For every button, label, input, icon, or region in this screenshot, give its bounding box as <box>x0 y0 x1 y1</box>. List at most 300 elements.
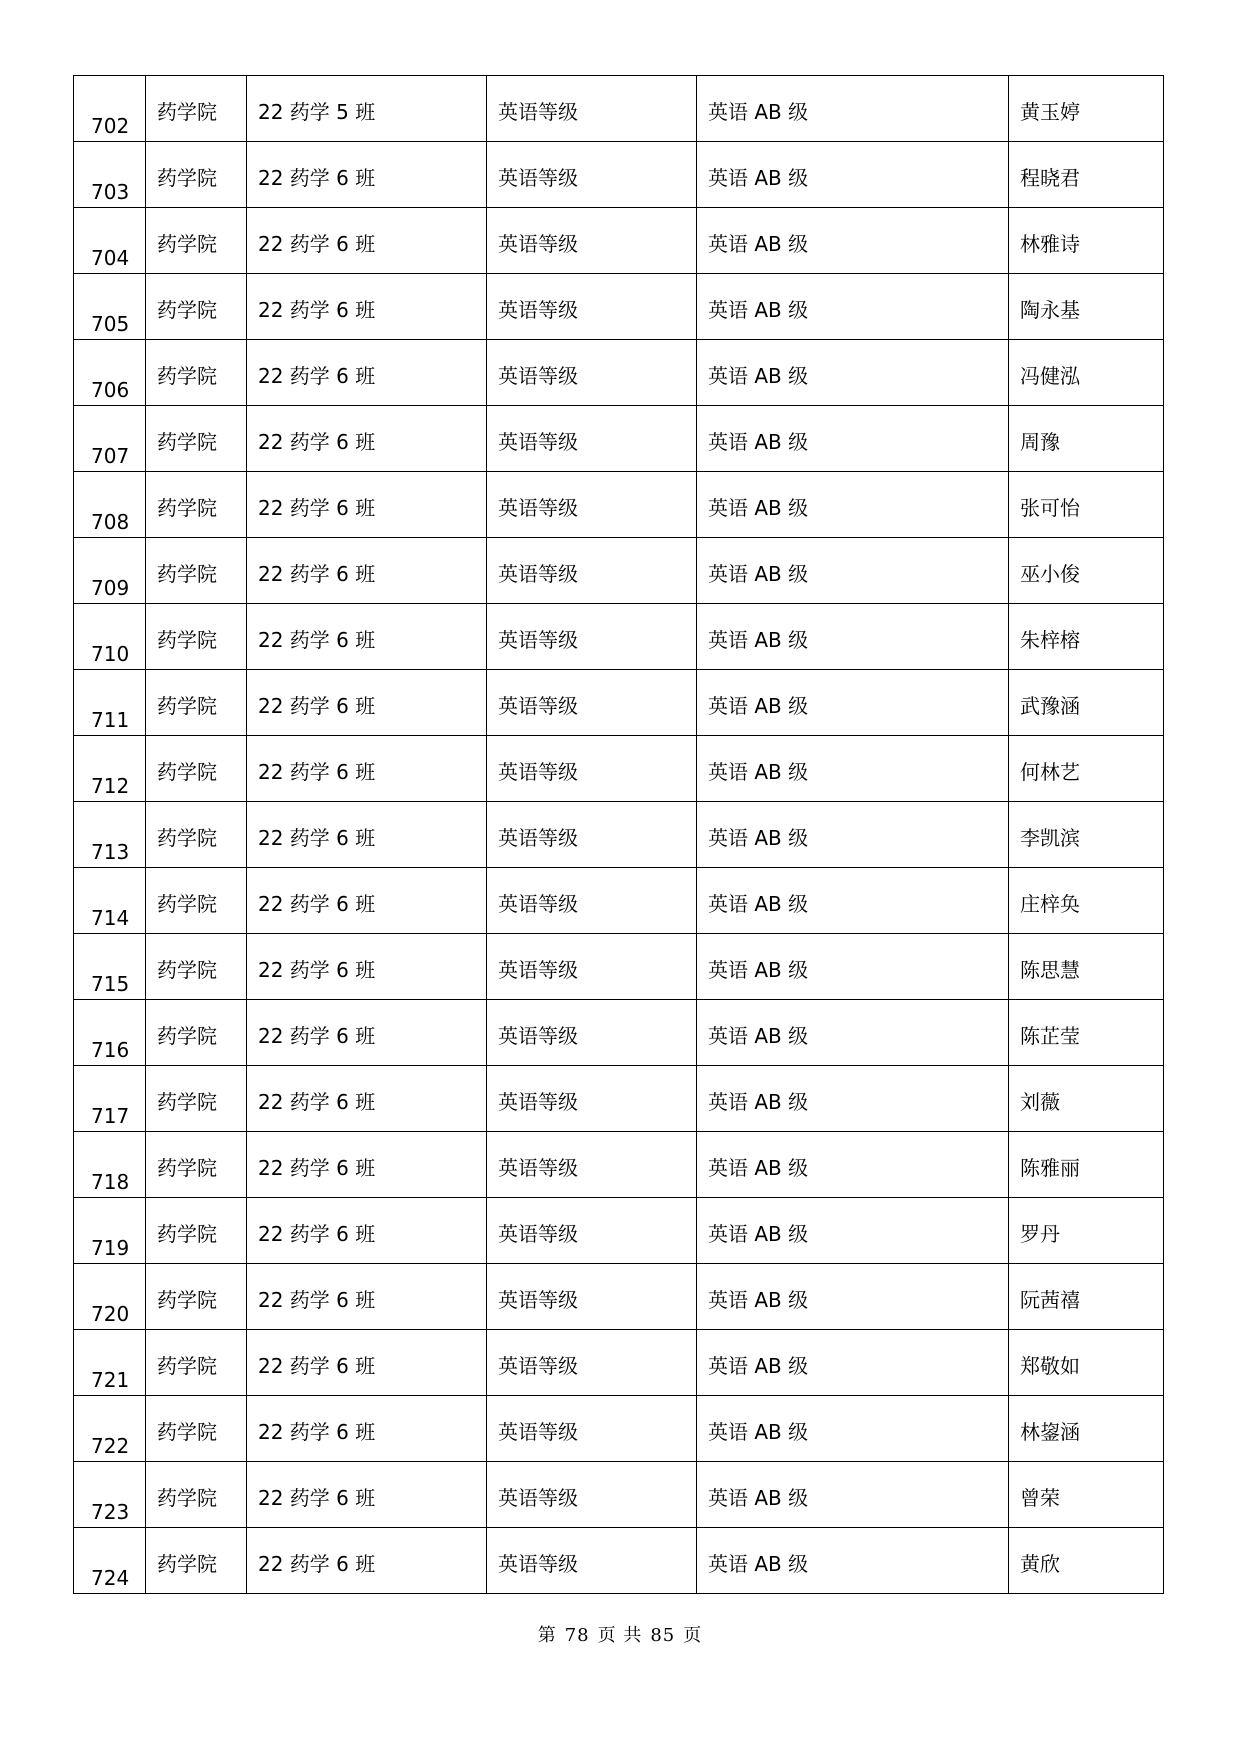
roster-table-body <box>74 76 1164 1594</box>
cell-student-name <box>1009 670 1164 736</box>
cell-class-text: 22 药学 6 班 <box>258 892 376 916</box>
cell-college-text: 药学院 <box>157 496 217 520</box>
cell-number-text: 718 <box>91 1170 130 1194</box>
cell-student-name <box>1009 472 1164 538</box>
cell-item <box>697 208 1009 274</box>
cell-category-text: 英语等级 <box>498 628 578 652</box>
cell-class <box>247 1528 487 1594</box>
cell-student-name-text: 曾荣 <box>1020 1486 1060 1510</box>
cell-class <box>247 604 487 670</box>
cell-item <box>697 406 1009 472</box>
cell-item-text: 英语 AB 级 <box>708 826 809 850</box>
cell-college <box>146 76 247 142</box>
cell-category <box>487 538 697 604</box>
cell-student-name <box>1009 1462 1164 1528</box>
cell-category <box>487 1264 697 1330</box>
cell-student-name-text: 黄玉婷 <box>1020 100 1080 124</box>
cell-item <box>697 274 1009 340</box>
cell-class <box>247 1396 487 1462</box>
cell-item <box>697 340 1009 406</box>
cell-category-text: 英语等级 <box>498 1156 578 1180</box>
cell-number <box>74 802 146 868</box>
cell-class <box>247 1000 487 1066</box>
cell-item-text: 英语 AB 级 <box>708 562 809 586</box>
cell-category <box>487 1000 697 1066</box>
cell-number-text: 706 <box>91 378 130 402</box>
table-row <box>74 1396 1164 1462</box>
cell-item <box>697 76 1009 142</box>
cell-item <box>697 1066 1009 1132</box>
cell-student-name <box>1009 1264 1164 1330</box>
cell-class-text: 22 药学 6 班 <box>258 760 376 784</box>
cell-class <box>247 1462 487 1528</box>
cell-number-text: 709 <box>91 576 130 600</box>
cell-number-text: 716 <box>91 1038 130 1062</box>
cell-number-text: 723 <box>91 1500 130 1524</box>
cell-college-text: 药学院 <box>157 1222 217 1246</box>
cell-college <box>146 868 247 934</box>
table-row <box>74 142 1164 208</box>
cell-class <box>247 868 487 934</box>
cell-number <box>74 604 146 670</box>
cell-category <box>487 1462 697 1528</box>
footer-page-number: 78 <box>564 1625 590 1646</box>
cell-class <box>247 76 487 142</box>
cell-college-text: 药学院 <box>157 892 217 916</box>
cell-category <box>487 670 697 736</box>
cell-class-text: 22 药学 6 班 <box>258 496 376 520</box>
cell-number-text: 708 <box>91 510 130 534</box>
cell-student-name-text: 阮茜禧 <box>1020 1288 1080 1312</box>
cell-student-name-text: 黄欣 <box>1020 1552 1060 1576</box>
cell-category-text: 英语等级 <box>498 1090 578 1114</box>
cell-category-text: 英语等级 <box>498 364 578 388</box>
cell-category-text: 英语等级 <box>498 892 578 916</box>
cell-college <box>146 1528 247 1594</box>
cell-student-name <box>1009 934 1164 1000</box>
table-row <box>74 406 1164 472</box>
cell-class <box>247 1066 487 1132</box>
cell-item-text: 英语 AB 级 <box>708 1420 809 1444</box>
cell-class-text: 22 药学 6 班 <box>258 1354 376 1378</box>
cell-category <box>487 1198 697 1264</box>
cell-class-text: 22 药学 6 班 <box>258 826 376 850</box>
cell-item-text: 英语 AB 级 <box>708 496 809 520</box>
cell-category-text: 英语等级 <box>498 826 578 850</box>
cell-student-name <box>1009 1066 1164 1132</box>
table-row <box>74 934 1164 1000</box>
cell-student-name-text: 冯健泓 <box>1020 364 1080 388</box>
cell-student-name-text: 庄梓奂 <box>1020 892 1080 916</box>
cell-category <box>487 1066 697 1132</box>
cell-college-text: 药学院 <box>157 1024 217 1048</box>
cell-class-text: 22 药学 6 班 <box>258 1090 376 1114</box>
cell-item <box>697 736 1009 802</box>
cell-category-text: 英语等级 <box>498 430 578 454</box>
cell-college <box>146 934 247 1000</box>
cell-category <box>487 208 697 274</box>
cell-number-text: 703 <box>91 180 130 204</box>
cell-number-text: 711 <box>91 708 130 732</box>
cell-student-name-text: 周豫 <box>1020 430 1060 454</box>
cell-number <box>74 1000 146 1066</box>
cell-number <box>74 934 146 1000</box>
cell-class-text: 22 药学 6 班 <box>258 958 376 982</box>
cell-college <box>146 1132 247 1198</box>
cell-student-name-text: 郑敬如 <box>1020 1354 1080 1378</box>
cell-class-text: 22 药学 6 班 <box>258 1156 376 1180</box>
cell-number <box>74 1462 146 1528</box>
cell-category-text: 英语等级 <box>498 100 578 124</box>
table-row <box>74 868 1164 934</box>
cell-college <box>146 1000 247 1066</box>
cell-student-name <box>1009 1132 1164 1198</box>
cell-student-name-text: 武豫涵 <box>1020 694 1080 718</box>
cell-student-name-text: 刘薇 <box>1020 1090 1060 1114</box>
cell-class-text: 22 药学 6 班 <box>258 166 376 190</box>
cell-college-text: 药学院 <box>157 760 217 784</box>
cell-student-name-text: 陈思慧 <box>1020 958 1080 982</box>
cell-college <box>146 1330 247 1396</box>
table-row <box>74 208 1164 274</box>
cell-class <box>247 472 487 538</box>
cell-college <box>146 406 247 472</box>
cell-college <box>146 538 247 604</box>
cell-item <box>697 1198 1009 1264</box>
cell-item-text: 英语 AB 级 <box>708 1486 809 1510</box>
cell-college <box>146 670 247 736</box>
cell-college <box>146 1066 247 1132</box>
cell-college-text: 药学院 <box>157 1354 217 1378</box>
cell-college-text: 药学院 <box>157 628 217 652</box>
cell-item <box>697 1000 1009 1066</box>
cell-college-text: 药学院 <box>157 1420 217 1444</box>
footer-middle: 页 共 <box>597 1625 643 1646</box>
cell-item-text: 英语 AB 级 <box>708 694 809 718</box>
table-row <box>74 1066 1164 1132</box>
cell-college-text: 药学院 <box>157 1552 217 1576</box>
cell-class-text: 22 药学 6 班 <box>258 628 376 652</box>
cell-college-text: 药学院 <box>157 826 217 850</box>
cell-college-text: 药学院 <box>157 166 217 190</box>
cell-item-text: 英语 AB 级 <box>708 1156 809 1180</box>
cell-college-text: 药学院 <box>157 1090 217 1114</box>
cell-item <box>697 1132 1009 1198</box>
cell-student-name-text: 罗丹 <box>1020 1222 1060 1246</box>
cell-category-text: 英语等级 <box>498 1354 578 1378</box>
cell-college <box>146 1264 247 1330</box>
cell-student-name-text: 李凯滨 <box>1020 826 1080 850</box>
cell-item <box>697 934 1009 1000</box>
cell-number-text: 717 <box>91 1104 130 1128</box>
footer-total-pages: 85 <box>650 1625 676 1646</box>
cell-number <box>74 1528 146 1594</box>
cell-item <box>697 1264 1009 1330</box>
cell-number <box>74 1132 146 1198</box>
cell-category-text: 英语等级 <box>498 1024 578 1048</box>
cell-student-name <box>1009 142 1164 208</box>
cell-number <box>74 1330 146 1396</box>
cell-class <box>247 934 487 1000</box>
cell-student-name <box>1009 208 1164 274</box>
cell-category-text: 英语等级 <box>498 1222 578 1246</box>
cell-student-name <box>1009 1198 1164 1264</box>
cell-class-text: 22 药学 6 班 <box>258 364 376 388</box>
cell-student-name-text: 程晓君 <box>1020 166 1080 190</box>
cell-number-text: 707 <box>91 444 130 468</box>
page-footer <box>0 1621 1240 1647</box>
cell-student-name-text: 张可怡 <box>1020 496 1080 520</box>
cell-item-text: 英语 AB 级 <box>708 232 809 256</box>
cell-college-text: 药学院 <box>157 298 217 322</box>
cell-number <box>74 1396 146 1462</box>
cell-class-text: 22 药学 6 班 <box>258 562 376 586</box>
cell-category-text: 英语等级 <box>498 298 578 322</box>
cell-college-text: 药学院 <box>157 232 217 256</box>
cell-class <box>247 538 487 604</box>
cell-number <box>74 538 146 604</box>
cell-class-text: 22 药学 5 班 <box>258 100 376 124</box>
cell-number-text: 713 <box>91 840 130 864</box>
cell-item-text: 英语 AB 级 <box>708 430 809 454</box>
cell-category-text: 英语等级 <box>498 1288 578 1312</box>
cell-college-text: 药学院 <box>157 694 217 718</box>
table-row <box>74 1000 1164 1066</box>
cell-class-text: 22 药学 6 班 <box>258 694 376 718</box>
cell-class <box>247 1132 487 1198</box>
cell-item <box>697 142 1009 208</box>
cell-student-name-text: 朱梓榕 <box>1020 628 1080 652</box>
cell-college <box>146 340 247 406</box>
cell-number <box>74 736 146 802</box>
cell-student-name-text: 林雅诗 <box>1020 232 1080 256</box>
cell-student-name <box>1009 1000 1164 1066</box>
cell-class-text: 22 药学 6 班 <box>258 298 376 322</box>
cell-item-text: 英语 AB 级 <box>708 166 809 190</box>
cell-category-text: 英语等级 <box>498 1552 578 1576</box>
cell-item-text: 英语 AB 级 <box>708 1552 809 1576</box>
cell-class <box>247 802 487 868</box>
cell-category-text: 英语等级 <box>498 1420 578 1444</box>
cell-college-text: 药学院 <box>157 958 217 982</box>
cell-number-text: 715 <box>91 972 130 996</box>
cell-category <box>487 736 697 802</box>
cell-class <box>247 1330 487 1396</box>
cell-item-text: 英语 AB 级 <box>708 760 809 784</box>
cell-item-text: 英语 AB 级 <box>708 1288 809 1312</box>
cell-number <box>74 406 146 472</box>
cell-class <box>247 1198 487 1264</box>
cell-class <box>247 274 487 340</box>
cell-college <box>146 1462 247 1528</box>
cell-number-text: 720 <box>91 1302 130 1326</box>
cell-category <box>487 274 697 340</box>
cell-college-text: 药学院 <box>157 100 217 124</box>
cell-number <box>74 1264 146 1330</box>
cell-college <box>146 208 247 274</box>
cell-college-text: 药学院 <box>157 364 217 388</box>
cell-item-text: 英语 AB 级 <box>708 364 809 388</box>
table-row <box>74 1528 1164 1594</box>
cell-student-name-text: 陈芷莹 <box>1020 1024 1080 1048</box>
table-row <box>74 604 1164 670</box>
cell-number <box>74 274 146 340</box>
cell-college <box>146 142 247 208</box>
roster-table <box>73 75 1164 1594</box>
cell-item-text: 英语 AB 级 <box>708 1354 809 1378</box>
cell-number-text: 704 <box>91 246 130 270</box>
cell-number <box>74 472 146 538</box>
cell-class-text: 22 药学 6 班 <box>258 1552 376 1576</box>
cell-number-text: 710 <box>91 642 130 666</box>
cell-student-name <box>1009 406 1164 472</box>
cell-number <box>74 868 146 934</box>
cell-number-text: 705 <box>91 312 130 336</box>
footer-suffix: 页 <box>683 1625 703 1646</box>
cell-category <box>487 472 697 538</box>
table-row <box>74 538 1164 604</box>
cell-category <box>487 868 697 934</box>
cell-number <box>74 208 146 274</box>
cell-item-text: 英语 AB 级 <box>708 1024 809 1048</box>
cell-student-name-text: 陶永基 <box>1020 298 1080 322</box>
table-row <box>74 736 1164 802</box>
cell-college-text: 药学院 <box>157 1288 217 1312</box>
cell-category-text: 英语等级 <box>498 166 578 190</box>
cell-category <box>487 76 697 142</box>
cell-item-text: 英语 AB 级 <box>708 892 809 916</box>
cell-item-text: 英语 AB 级 <box>708 958 809 982</box>
cell-number-text: 714 <box>91 906 130 930</box>
cell-student-name <box>1009 1330 1164 1396</box>
cell-category-text: 英语等级 <box>498 496 578 520</box>
cell-category-text: 英语等级 <box>498 760 578 784</box>
cell-student-name <box>1009 736 1164 802</box>
cell-number-text: 702 <box>91 114 130 138</box>
cell-item-text: 英语 AB 级 <box>708 298 809 322</box>
cell-number <box>74 76 146 142</box>
cell-student-name-text: 林鋆涵 <box>1020 1420 1080 1444</box>
cell-item <box>697 802 1009 868</box>
cell-category <box>487 1330 697 1396</box>
cell-college <box>146 472 247 538</box>
cell-class <box>247 670 487 736</box>
cell-student-name <box>1009 76 1164 142</box>
cell-student-name <box>1009 604 1164 670</box>
cell-item <box>697 1330 1009 1396</box>
cell-college <box>146 1396 247 1462</box>
cell-number <box>74 142 146 208</box>
cell-student-name <box>1009 340 1164 406</box>
cell-class-text: 22 药学 6 班 <box>258 1024 376 1048</box>
cell-category <box>487 1528 697 1594</box>
cell-category <box>487 934 697 1000</box>
cell-student-name <box>1009 538 1164 604</box>
cell-number <box>74 340 146 406</box>
cell-class <box>247 406 487 472</box>
table-row <box>74 1264 1164 1330</box>
cell-college-text: 药学院 <box>157 1486 217 1510</box>
cell-college-text: 药学院 <box>157 430 217 454</box>
cell-item <box>697 670 1009 736</box>
cell-number-text: 721 <box>91 1368 130 1392</box>
cell-college-text: 药学院 <box>157 562 217 586</box>
cell-class-text: 22 药学 6 班 <box>258 1486 376 1510</box>
cell-category-text: 英语等级 <box>498 1486 578 1510</box>
cell-college-text: 药学院 <box>157 1156 217 1180</box>
cell-student-name <box>1009 1396 1164 1462</box>
cell-college <box>146 802 247 868</box>
cell-student-name <box>1009 1528 1164 1594</box>
cell-category-text: 英语等级 <box>498 694 578 718</box>
cell-category <box>487 802 697 868</box>
cell-category <box>487 406 697 472</box>
cell-number-text: 712 <box>91 774 130 798</box>
cell-class-text: 22 药学 6 班 <box>258 232 376 256</box>
table-row <box>74 274 1164 340</box>
cell-class-text: 22 药学 6 班 <box>258 1222 376 1246</box>
cell-item-text: 英语 AB 级 <box>708 1222 809 1246</box>
cell-college <box>146 274 247 340</box>
cell-class <box>247 208 487 274</box>
cell-item <box>697 604 1009 670</box>
table-row <box>74 670 1164 736</box>
cell-class-text: 22 药学 6 班 <box>258 1288 376 1312</box>
cell-number-text: 724 <box>91 1566 130 1590</box>
cell-category <box>487 142 697 208</box>
cell-number-text: 719 <box>91 1236 130 1260</box>
cell-item-text: 英语 AB 级 <box>708 1090 809 1114</box>
cell-class <box>247 1264 487 1330</box>
cell-item <box>697 472 1009 538</box>
cell-category-text: 英语等级 <box>498 562 578 586</box>
cell-item-text: 英语 AB 级 <box>708 100 809 124</box>
cell-class-text: 22 药学 6 班 <box>258 430 376 454</box>
cell-item-text: 英语 AB 级 <box>708 628 809 652</box>
cell-category-text: 英语等级 <box>498 232 578 256</box>
cell-student-name <box>1009 802 1164 868</box>
cell-number <box>74 670 146 736</box>
cell-item <box>697 538 1009 604</box>
cell-class <box>247 736 487 802</box>
cell-item <box>697 868 1009 934</box>
cell-category <box>487 604 697 670</box>
cell-student-name <box>1009 868 1164 934</box>
footer-prefix: 第 <box>537 1625 557 1646</box>
cell-student-name-text: 何林艺 <box>1020 760 1080 784</box>
cell-student-name-text: 巫小俊 <box>1020 562 1080 586</box>
table-row <box>74 1462 1164 1528</box>
cell-item <box>697 1528 1009 1594</box>
cell-number <box>74 1198 146 1264</box>
cell-item <box>697 1396 1009 1462</box>
table-row <box>74 340 1164 406</box>
cell-number <box>74 1066 146 1132</box>
cell-item <box>697 1462 1009 1528</box>
cell-student-name <box>1009 274 1164 340</box>
cell-college <box>146 736 247 802</box>
table-row <box>74 802 1164 868</box>
table-row <box>74 76 1164 142</box>
cell-number-text: 722 <box>91 1434 130 1458</box>
cell-class <box>247 142 487 208</box>
table-row <box>74 472 1164 538</box>
cell-class <box>247 340 487 406</box>
cell-category <box>487 1132 697 1198</box>
cell-category <box>487 340 697 406</box>
cell-category <box>487 1396 697 1462</box>
table-row <box>74 1198 1164 1264</box>
